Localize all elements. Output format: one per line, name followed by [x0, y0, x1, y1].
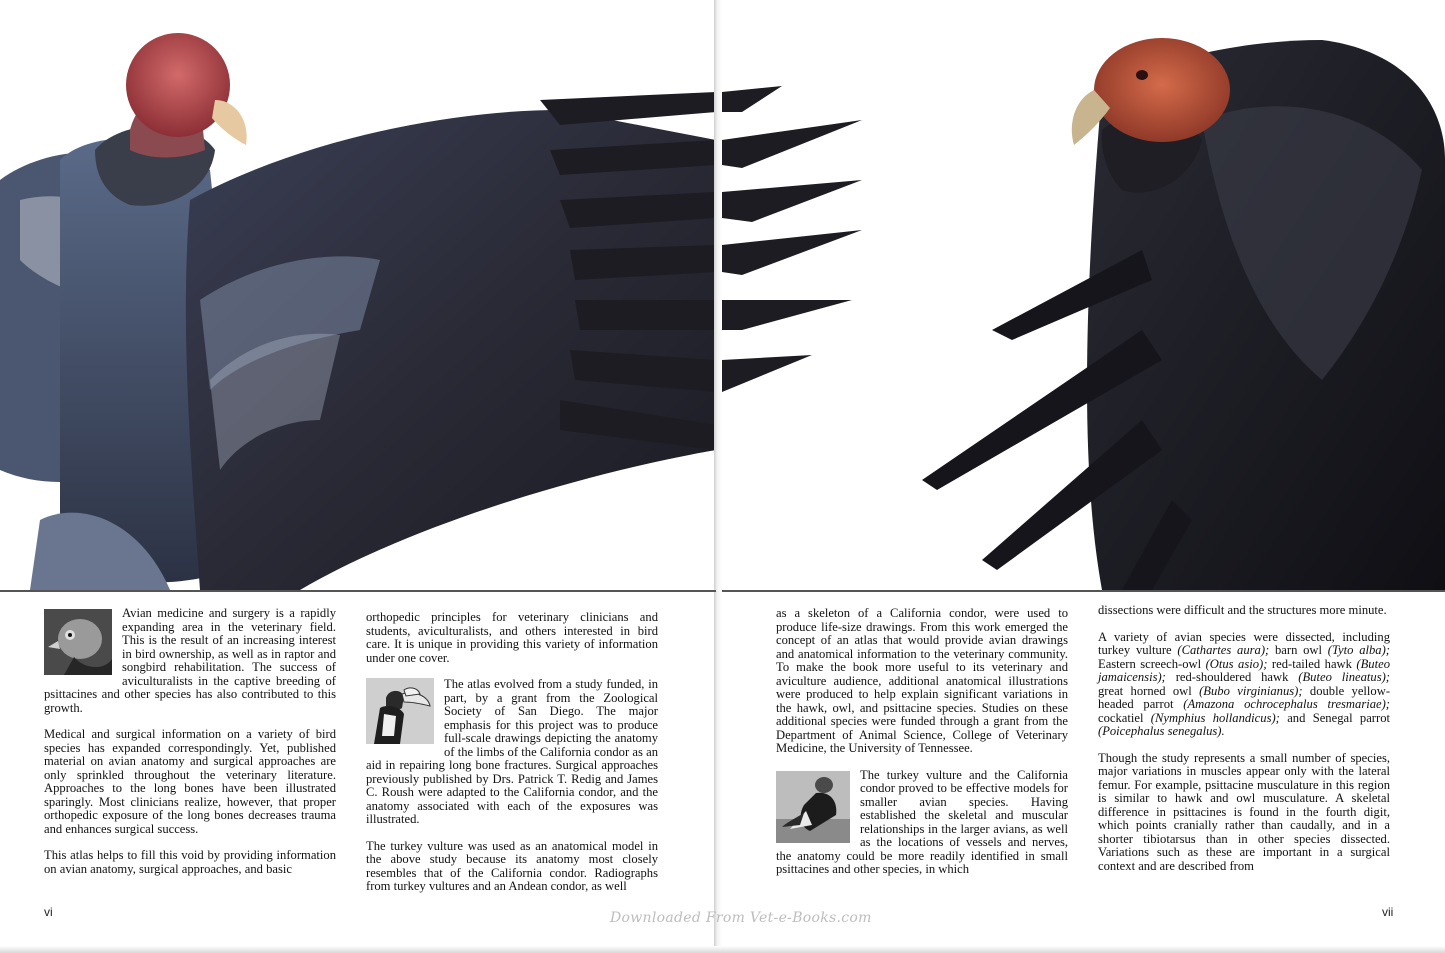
page-bottom-edge: [0, 946, 1445, 953]
text-column-4: [1098, 604, 1390, 886]
parrot-inset-photo: [44, 609, 112, 675]
watermark-text: Downloaded From Vet-e-Books.com: [610, 910, 872, 926]
vulture-inset-photo: [776, 771, 850, 843]
text-column-1: [44, 607, 336, 889]
paragraph: Though the study represents a small number of species, major variations in muscles appear only with the lateral femur. For example, psittacine musculature in this region is similar to hawk and owl musculature. A skeletal difference in psittacines is found in the fourth digit, which points cranially rather than caudally, and in a shorter tibiotarsus than in other species dissected. Variations such as these are important in a surgical context and are described from: [1098, 750, 1390, 873]
text-column-2: [366, 611, 658, 907]
paragraph: as a skeleton of a California condor, were used to produce life-size drawings. From this work emerged the concept of an atlas that would provide avian drawings and anatomical information to the veterinary community. To make the book more useful to its veterinary and aviculture audience, additional anatomical illustrations were produced to help explain significant variations in the hawk, owl, and psittacine species. Studies on these additional species were funded through a grant from the Department of Animal Science, College of Veterinary Medicine, the University of Tennessee.: [776, 606, 1068, 755]
paragraph: Avian medicine and surgery is a rapidly expanding area in the veterinary field. This is the result of an increasing interest in bird ownership, as well as in raptor and songbird rehabilitation. The success of aviculturalists in the captive breeding of psittacines and other species has also contributed to this growth.: [44, 606, 336, 715]
species-paragraph: A variety of avian species were dissected, including turkey vulture (Cathartes aura); barn owl (Tyto alba); Eastern screech-owl (Otus asio); red-tailed hawk (Buteo jamaicensis); red-shouldered hawk (Buteo lineatus); great horned owl (Bubo virginianus); double yellow-headed parrot (Amazona ochrocephalus tresmariae); cockatiel (Nymphius hollandicus); and Senegal parrot (Poicephalus senegalus).: [1098, 629, 1391, 738]
book-gutter: [714, 0, 722, 953]
paragraph: dissections were difficult and the structures more minute.: [1098, 603, 1387, 617]
paragraph: orthopedic principles for veterinary clinicians and students, aviculturalists, and others interested in bird care. It is unique in providing this variety of information under one cover.: [366, 610, 658, 665]
paragraph: The atlas evolved from a study funded, in part, by a grant from the Zoological Society of San Diego. The major emphasis for this project was to produce full-scale drawings depicting the anatomy of the limbs of the California condor as an aid in repairing long bone fractures. Surgical approaches previously published by Drs. Patrick T. Redig and James C. Roush were adapted to the California condor, and the anatomy associated with each of the exposures was illustrated.: [366, 677, 658, 826]
condor-spread-wing-photo: [0, 0, 716, 590]
photo-bottom-rule-left: [0, 590, 716, 592]
page-number-right: vii: [1382, 905, 1394, 919]
text-column-3: [776, 607, 1068, 890]
photo-bottom-rule-right: [722, 590, 1445, 592]
paragraph: Medical and surgical information on a variety of bird species has expanded correspondingly. Yet, published material on avian anatomy and surgical approaches are only sprinkled throughout the veterinary literature. Approaches to the long bones have been illustrated sparingly. Most clinicians realize, however, that proper orthopedic exposure of the long bones decreases trauma and enhances surgical success.: [44, 727, 336, 836]
paragraph: The turkey vulture and the California condor proved to be effective models for smaller avian species. Having established the skeletal and muscular relationships in the larger avians, as well as the locations of vessels and nerves, the anatomy could be more readily identified in small psittacines and other species, in which: [776, 767, 1068, 876]
hornbill-inset-photo: [366, 678, 434, 744]
paragraph: The turkey vulture was used as an anatomical model in the above study because its anatomy most closely resembles that of the California condor. Radiographs from turkey vultures and an Andean condor, as well: [366, 838, 658, 893]
page-number-left: vi: [44, 905, 53, 919]
paragraph: This atlas helps to fill this void by providing information on avian anatomy, surgical approaches, and basic: [44, 848, 336, 876]
condor-dark-wing-photo: [722, 0, 1445, 590]
